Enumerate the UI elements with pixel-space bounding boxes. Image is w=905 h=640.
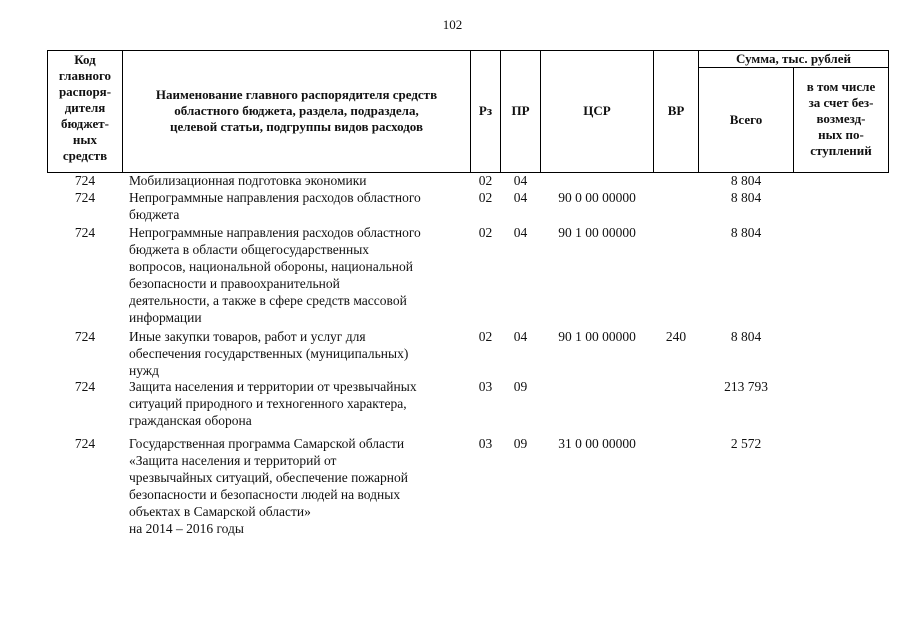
row-code: 724 — [74, 329, 96, 344]
row-pr: 09 — [513, 436, 528, 451]
row-name: Иные закупки товаров, работ и услуг для обеспечения государственных (муниципальных) нужд — [129, 329, 409, 378]
row-code: 724 — [74, 190, 96, 205]
row-total: 8 804 — [730, 225, 762, 240]
row-csr: 90 1 00 00000 — [558, 329, 636, 344]
header-vr: ВР — [667, 103, 685, 118]
row-pr: 04 — [513, 190, 528, 205]
row-total: 8 804 — [730, 190, 762, 205]
row-pr: 04 — [513, 225, 528, 240]
header-sum: Сумма, тыс. рублей — [736, 51, 851, 66]
row-name: Мобилизационная подготовка экономики — [129, 173, 367, 188]
header-rz: Рз — [478, 103, 493, 118]
row-code: 724 — [74, 173, 96, 188]
header-total: Всего — [729, 112, 763, 127]
row-pr: 04 — [513, 329, 528, 344]
row-csr: 90 1 00 00000 — [558, 225, 636, 240]
header-incl: в том числе за счет без- возмезд- ных по- ступлений — [806, 79, 876, 158]
row-pr: 09 — [513, 379, 528, 394]
row-rz: 02 — [478, 329, 493, 344]
row-name: Защита населения и территории от чрезвычайных ситуаций природного и техногенного характера, гражданская оборона — [129, 379, 417, 428]
row-csr: 31 0 00 00000 — [558, 436, 636, 451]
row-rz: 03 — [478, 436, 493, 451]
row-code: 724 — [74, 225, 96, 240]
header-name: Наименование главного распорядителя средств областного бюджета, раздела, подраздела, целевой статьи, подгруппы видов расходов — [155, 87, 438, 134]
row-rz: 02 — [478, 225, 493, 240]
row-name: Непрограммные направления расходов областного бюджета — [129, 190, 421, 222]
row-vr: 240 — [665, 329, 687, 344]
row-pr: 04 — [513, 173, 528, 188]
header-pr: ПР — [511, 103, 530, 118]
row-total: 8 804 — [730, 173, 762, 188]
row-csr: 90 0 00 00000 — [558, 190, 636, 205]
row-total: 213 793 — [724, 379, 768, 394]
header-code: Код главного распоря- дителя бюджет- ных средств — [58, 52, 112, 163]
row-rz: 02 — [478, 173, 493, 188]
row-total: 2 572 — [730, 436, 762, 451]
row-code: 724 — [74, 436, 96, 451]
header-csr: ЦСР — [583, 103, 611, 118]
row-name: Непрограммные направления расходов областного бюджета в области общегосударственных вопросов, национальной обороны, национальной безопасности и правоохранительной деятельности, а также в сфере средств массовой информации — [129, 225, 421, 325]
row-rz: 03 — [478, 379, 493, 394]
row-name: Государственная программа Самарской области «Защита населения и территорий от чрезвычайных ситуаций, обеспечение пожарной безопасности и безопасности людей на водных объектах в Самарской области» на 2014 – 2016 годы — [129, 436, 408, 536]
row-total: 8 804 — [730, 329, 762, 344]
row-rz: 02 — [478, 190, 493, 205]
page-number: 102 — [442, 17, 463, 32]
row-code: 724 — [74, 379, 96, 394]
